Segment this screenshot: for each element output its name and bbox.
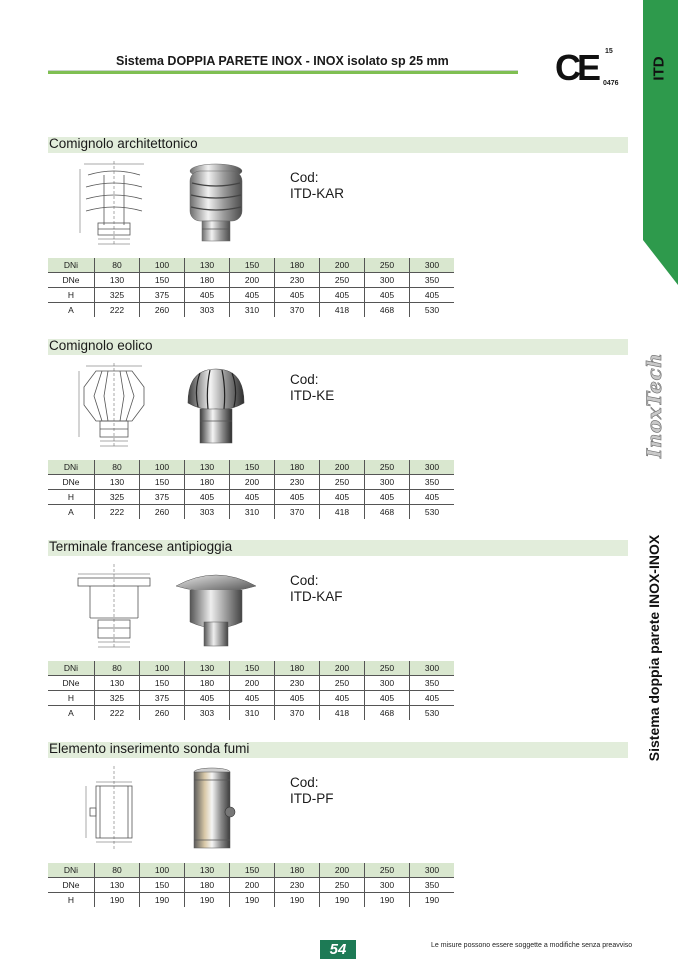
table-cell: 180 xyxy=(275,460,320,475)
table-cell: 180 xyxy=(185,878,230,893)
table-cell: DNe xyxy=(48,878,95,893)
table-cell: 260 xyxy=(140,505,185,520)
ce-number-top: 15 xyxy=(605,48,613,55)
section-title: Terminale francese antipioggia xyxy=(49,539,233,554)
side-accent-wedge xyxy=(643,0,678,285)
table-cell: 530 xyxy=(424,305,440,315)
ce-number-bottom: 0476 xyxy=(603,80,619,87)
table-cell: 190 xyxy=(365,893,410,908)
table-cell: 190 xyxy=(95,893,140,908)
table-cell: 190 xyxy=(140,893,185,908)
table-cell: 130 xyxy=(95,475,140,490)
table-cell: 303 xyxy=(185,706,230,721)
table-row xyxy=(48,273,454,288)
table-cell: H xyxy=(48,691,95,706)
table-cell: 100 xyxy=(140,863,185,878)
table-cell: 130 xyxy=(185,258,230,273)
table-cell: 300 xyxy=(410,863,455,878)
table-cell: 222 xyxy=(95,303,140,318)
ce-mark-logo: CE xyxy=(555,47,598,88)
table-cell: 530 xyxy=(424,708,440,718)
product-photo xyxy=(170,159,262,249)
table-cell: 405 xyxy=(365,691,410,706)
table-cell: 190 xyxy=(275,893,320,908)
table-cell: 150 xyxy=(230,863,275,878)
dimensions-table xyxy=(48,460,454,519)
table-cell: 250 xyxy=(365,460,410,475)
table-cell: 250 xyxy=(320,878,365,893)
table-cell: DNe xyxy=(48,475,95,490)
table-cell: 350 xyxy=(410,878,455,893)
table-row xyxy=(48,303,454,318)
table-row xyxy=(48,475,454,490)
table-cell: 200 xyxy=(320,661,365,676)
footer-note: Le misure possono essere soggette a modifiche senza preavviso xyxy=(431,942,633,949)
table-cell: 405 xyxy=(230,288,275,303)
technical-drawing xyxy=(74,764,154,852)
table-cell: 350 xyxy=(410,273,455,288)
code-label: Cod: xyxy=(290,372,319,387)
table-cell: 130 xyxy=(185,460,230,475)
dimensions-table xyxy=(48,863,454,907)
table-cell: 405 xyxy=(230,691,275,706)
code-value: ITD-KAF xyxy=(290,589,343,604)
table-cell: 150 xyxy=(140,878,185,893)
table-cell: 405 xyxy=(230,490,275,505)
table-cell: 375 xyxy=(140,691,185,706)
dimensions-table xyxy=(48,661,454,720)
table-cell: 468 xyxy=(365,706,410,721)
table-cell: 310 xyxy=(230,706,275,721)
table-cell: 130 xyxy=(185,863,230,878)
table-row xyxy=(48,288,454,303)
table-cell: 80 xyxy=(95,863,140,878)
table-cell: 405 xyxy=(185,490,230,505)
page-number: 54 xyxy=(320,940,356,959)
table-cell: 100 xyxy=(140,661,185,676)
table-cell: 180 xyxy=(275,863,320,878)
code-label: Cod: xyxy=(290,573,319,588)
table-cell: 405 xyxy=(275,288,320,303)
table-row xyxy=(48,878,454,893)
table-row xyxy=(48,706,454,721)
code-value: ITD-PF xyxy=(290,791,334,806)
table-cell: 200 xyxy=(230,273,275,288)
table-cell: 222 xyxy=(95,505,140,520)
product-photo xyxy=(170,764,262,854)
table-cell: 405 xyxy=(320,691,365,706)
table-cell: 180 xyxy=(185,676,230,691)
table-cell: 325 xyxy=(95,490,140,505)
table-cell: 405 xyxy=(410,490,455,505)
table-cell: 250 xyxy=(365,258,410,273)
table-cell: 405 xyxy=(185,288,230,303)
table-cell: 325 xyxy=(95,691,140,706)
code-value: ITD-KE xyxy=(290,388,335,403)
table-cell: 230 xyxy=(275,273,320,288)
table-cell: 325 xyxy=(95,288,140,303)
table-cell: DNe xyxy=(48,676,95,691)
table-cell: 200 xyxy=(230,475,275,490)
table-cell: A xyxy=(48,303,95,318)
page-title: Sistema DOPPIA PARETE INOX - INOX isolato sp 25 mm xyxy=(116,54,449,68)
table-cell: 150 xyxy=(140,676,185,691)
table-cell: H xyxy=(48,288,95,303)
table-cell: DNe xyxy=(48,273,95,288)
table-cell: 130 xyxy=(95,676,140,691)
table-cell: 405 xyxy=(320,490,365,505)
table-cell: 468 xyxy=(365,505,410,520)
table-cell: 180 xyxy=(185,273,230,288)
code-label: Cod: xyxy=(290,775,319,790)
technical-drawing xyxy=(74,361,154,449)
table-cell: 303 xyxy=(185,303,230,318)
section-title: Elemento inserimento sonda fumi xyxy=(49,741,250,756)
table-cell: 200 xyxy=(230,878,275,893)
table-cell: 150 xyxy=(140,475,185,490)
table-cell: 530 xyxy=(424,507,440,517)
technical-drawing xyxy=(74,159,154,247)
table-cell: 375 xyxy=(140,490,185,505)
table-cell: 405 xyxy=(275,490,320,505)
code-value: ITD-KAR xyxy=(290,186,344,201)
table-cell: 405 xyxy=(275,691,320,706)
table-cell: 310 xyxy=(230,303,275,318)
table-cell: 80 xyxy=(95,258,140,273)
table-cell: 300 xyxy=(365,273,410,288)
table-cell: DNi xyxy=(48,460,95,475)
table-cell: 300 xyxy=(410,661,455,676)
product-photo xyxy=(170,361,262,451)
table-cell: 80 xyxy=(95,661,140,676)
table-cell: 100 xyxy=(140,258,185,273)
product-photo xyxy=(170,562,262,652)
table-cell: A xyxy=(48,706,95,721)
table-cell: H xyxy=(48,490,95,505)
table-cell: 250 xyxy=(320,475,365,490)
table-cell: 190 xyxy=(320,893,365,908)
table-cell: 300 xyxy=(365,878,410,893)
table-cell: 300 xyxy=(365,475,410,490)
section-title: Comignolo architettonico xyxy=(49,136,198,151)
table-cell: 250 xyxy=(365,863,410,878)
table-cell: 300 xyxy=(410,460,455,475)
table-cell: 310 xyxy=(230,505,275,520)
product-code xyxy=(290,573,343,605)
table-cell: 130 xyxy=(95,273,140,288)
table-cell: 250 xyxy=(320,676,365,691)
table-cell: 303 xyxy=(185,505,230,520)
table-cell: 250 xyxy=(365,661,410,676)
table-row xyxy=(48,505,454,520)
product-code xyxy=(290,775,334,807)
product-code xyxy=(290,170,344,202)
table-cell: 350 xyxy=(410,676,455,691)
table-cell: 190 xyxy=(230,893,275,908)
table-cell: 370 xyxy=(275,706,320,721)
table-cell: H xyxy=(48,893,95,908)
table-cell: DNi xyxy=(48,258,95,273)
table-row xyxy=(48,490,454,505)
technical-drawing xyxy=(74,562,154,650)
table-cell: 150 xyxy=(230,661,275,676)
brand-logo: InoxTech xyxy=(642,352,666,458)
table-cell: 230 xyxy=(275,676,320,691)
table-cell: 260 xyxy=(140,303,185,318)
title-underline xyxy=(48,70,518,74)
table-cell: 230 xyxy=(275,878,320,893)
table-cell: 130 xyxy=(185,661,230,676)
table-row xyxy=(48,676,454,691)
table-cell: DNi xyxy=(48,863,95,878)
table-cell: 405 xyxy=(410,691,455,706)
table-cell: 260 xyxy=(140,706,185,721)
table-cell: 200 xyxy=(320,460,365,475)
table-cell: A xyxy=(48,505,95,520)
table-cell: 222 xyxy=(95,706,140,721)
table-cell: 190 xyxy=(185,893,230,908)
dimensions-table xyxy=(48,258,454,317)
side-vertical-label: Sistema doppia parete INOX-INOX xyxy=(646,534,662,762)
table-cell: 250 xyxy=(320,273,365,288)
table-cell: 200 xyxy=(320,863,365,878)
table-row xyxy=(48,661,454,676)
table-cell: 405 xyxy=(410,288,455,303)
table-cell: 405 xyxy=(365,288,410,303)
table-cell: 180 xyxy=(275,661,320,676)
code-label: Cod: xyxy=(290,170,319,185)
section-title: Comignolo eolico xyxy=(49,338,153,353)
table-cell: 200 xyxy=(230,676,275,691)
table-row xyxy=(48,893,454,908)
table-cell: 180 xyxy=(185,475,230,490)
table-cell: 150 xyxy=(140,273,185,288)
table-cell: 350 xyxy=(410,475,455,490)
table-cell: 405 xyxy=(185,691,230,706)
table-cell: 375 xyxy=(140,288,185,303)
brand-tag: ITD xyxy=(650,56,668,81)
table-cell: 230 xyxy=(275,475,320,490)
table-cell: 80 xyxy=(95,460,140,475)
table-cell: 180 xyxy=(275,258,320,273)
table-row xyxy=(48,863,454,878)
table-cell: 405 xyxy=(365,490,410,505)
table-row xyxy=(48,691,454,706)
table-cell: 200 xyxy=(320,258,365,273)
table-cell: DNi xyxy=(48,661,95,676)
table-cell: 405 xyxy=(320,288,365,303)
table-cell: 190 xyxy=(424,895,440,905)
table-cell: 150 xyxy=(230,460,275,475)
product-code xyxy=(290,372,334,404)
table-cell: 418 xyxy=(320,706,365,721)
table-cell: 370 xyxy=(275,505,320,520)
table-cell: 150 xyxy=(230,258,275,273)
table-cell: 468 xyxy=(365,303,410,318)
table-cell: 300 xyxy=(365,676,410,691)
table-cell: 418 xyxy=(320,505,365,520)
table-cell: 418 xyxy=(320,303,365,318)
table-cell: 130 xyxy=(95,878,140,893)
table-cell: 100 xyxy=(140,460,185,475)
table-cell: 300 xyxy=(410,258,455,273)
table-cell: 370 xyxy=(275,303,320,318)
table-row xyxy=(48,460,454,475)
table-row xyxy=(48,258,454,273)
